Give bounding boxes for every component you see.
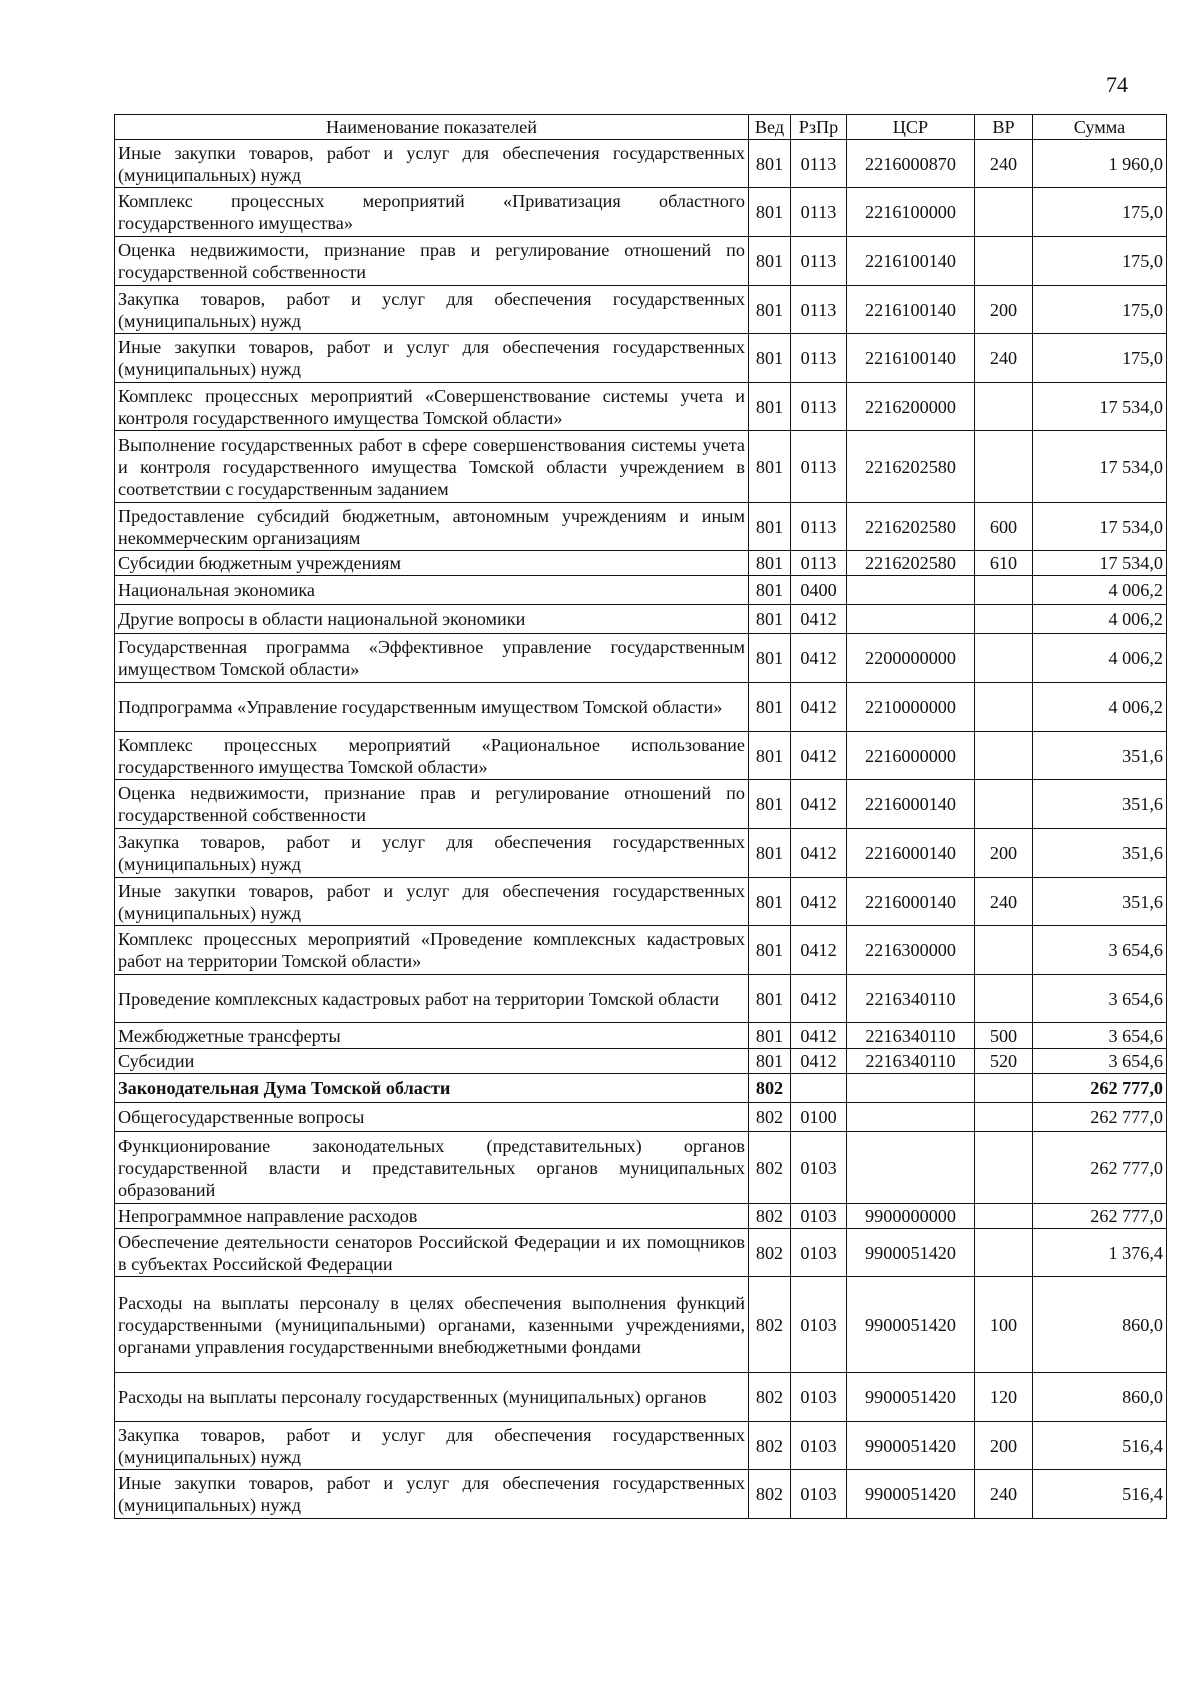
cell-ved: 801 (749, 975, 791, 1023)
cell-csr: 2216202580 (847, 431, 975, 503)
table-row (115, 188, 1167, 237)
table-row (115, 1277, 1167, 1373)
cell-sum: 17 534,0 (1033, 503, 1167, 551)
cell-csr: 2216000140 (847, 780, 975, 829)
cell-vr: 240 (975, 334, 1033, 383)
cell-name: Другие вопросы в области национальной экономики (115, 605, 749, 634)
cell-rzpr: 0113 (791, 503, 847, 551)
cell-vr: 240 (975, 1470, 1033, 1519)
cell-csr (847, 1132, 975, 1204)
cell-name: Предоставление субсидий бюджетным, автономным учреждениям и иным некоммерческим организациям (115, 503, 749, 551)
cell-csr: 2216202580 (847, 503, 975, 551)
cell-csr: 2216100140 (847, 286, 975, 334)
cell-rzpr: 0103 (791, 1229, 847, 1277)
cell-sum: 351,6 (1033, 780, 1167, 829)
cell-ved: 802 (749, 1373, 791, 1422)
table-row (115, 1074, 1167, 1103)
header-name: Наименование показателей (115, 115, 749, 140)
cell-vr (975, 605, 1033, 634)
cell-name: Закупка товаров, работ и услуг для обеспечения государственных (муниципальных) нужд (115, 1422, 749, 1470)
cell-sum: 860,0 (1033, 1373, 1167, 1422)
cell-ved: 802 (749, 1074, 791, 1103)
cell-ved: 801 (749, 732, 791, 780)
cell-ved: 802 (749, 1277, 791, 1373)
cell-rzpr: 0412 (791, 634, 847, 683)
table-row (115, 1049, 1167, 1074)
cell-csr: 9900051420 (847, 1422, 975, 1470)
cell-sum: 516,4 (1033, 1470, 1167, 1519)
header-sum: Сумма (1033, 115, 1167, 140)
cell-sum: 4 006,2 (1033, 605, 1167, 634)
cell-sum: 262 777,0 (1033, 1074, 1167, 1103)
cell-vr: 240 (975, 140, 1033, 188)
cell-sum: 262 777,0 (1033, 1132, 1167, 1204)
cell-name: Оценка недвижимости, признание прав и регулирование отношений по государственной собственности (115, 780, 749, 829)
cell-rzpr: 0100 (791, 1103, 847, 1132)
table-row (115, 1470, 1167, 1519)
cell-rzpr: 0412 (791, 975, 847, 1023)
table-row (115, 975, 1167, 1023)
cell-sum: 4 006,2 (1033, 683, 1167, 732)
cell-name: Иные закупки товаров, работ и услуг для обеспечения государственных (муниципальных) нужд (115, 1470, 749, 1519)
cell-name: Иные закупки товаров, работ и услуг для обеспечения государственных (муниципальных) нужд (115, 878, 749, 926)
cell-sum: 17 534,0 (1033, 383, 1167, 431)
cell-rzpr: 0113 (791, 188, 847, 237)
cell-ved: 802 (749, 1103, 791, 1132)
cell-name: Обеспечение деятельности сенаторов Российской Федерации и их помощников в субъектах Российской Федерации (115, 1229, 749, 1277)
cell-name: Субсидии бюджетным учреждениям (115, 551, 749, 576)
cell-name: Проведение комплексных кадастровых работ на территории Томской области (115, 975, 749, 1023)
cell-csr: 2216340110 (847, 975, 975, 1023)
cell-csr (847, 605, 975, 634)
cell-sum: 3 654,6 (1033, 926, 1167, 975)
cell-name: Расходы на выплаты персоналу государственных (муниципальных) органов (115, 1373, 749, 1422)
table-row (115, 926, 1167, 975)
cell-csr: 2216100140 (847, 334, 975, 383)
cell-vr (975, 634, 1033, 683)
cell-ved: 801 (749, 780, 791, 829)
cell-rzpr: 0113 (791, 383, 847, 431)
cell-csr: 2216202580 (847, 551, 975, 576)
cell-ved: 801 (749, 1023, 791, 1049)
cell-sum: 3 654,6 (1033, 975, 1167, 1023)
cell-name: Комплекс процессных мероприятий «Приватизация областного государственного имущества» (115, 188, 749, 237)
cell-sum: 175,0 (1033, 286, 1167, 334)
cell-rzpr: 0103 (791, 1204, 847, 1229)
cell-rzpr: 0412 (791, 1049, 847, 1074)
cell-sum: 175,0 (1033, 188, 1167, 237)
table-row (115, 605, 1167, 634)
cell-ved: 801 (749, 503, 791, 551)
cell-vr (975, 188, 1033, 237)
cell-name: Общегосударственные вопросы (115, 1103, 749, 1132)
cell-rzpr: 0412 (791, 605, 847, 634)
cell-vr: 200 (975, 1422, 1033, 1470)
cell-rzpr: 0113 (791, 237, 847, 286)
cell-sum: 4 006,2 (1033, 576, 1167, 605)
cell-csr: 2216300000 (847, 926, 975, 975)
cell-sum: 262 777,0 (1033, 1204, 1167, 1229)
cell-name: Государственная программа «Эффективное управление государственным имуществом Томской области» (115, 634, 749, 683)
cell-rzpr: 0412 (791, 926, 847, 975)
header-row (115, 115, 1167, 140)
cell-ved: 801 (749, 634, 791, 683)
cell-name: Закупка товаров, работ и услуг для обеспечения государственных (муниципальных) нужд (115, 286, 749, 334)
cell-sum: 262 777,0 (1033, 1103, 1167, 1132)
cell-rzpr: 0113 (791, 286, 847, 334)
cell-name: Иные закупки товаров, работ и услуг для обеспечения государственных (муниципальных) нужд (115, 334, 749, 383)
cell-rzpr: 0103 (791, 1277, 847, 1373)
cell-sum: 4 006,2 (1033, 634, 1167, 683)
cell-ved: 801 (749, 878, 791, 926)
cell-name: Законодательная Дума Томской области (115, 1074, 749, 1103)
cell-rzpr: 0103 (791, 1132, 847, 1204)
cell-csr: 9900000000 (847, 1204, 975, 1229)
cell-csr: 9900051420 (847, 1470, 975, 1519)
cell-csr: 2216000870 (847, 140, 975, 188)
table-row (115, 1132, 1167, 1204)
cell-csr: 2216100140 (847, 237, 975, 286)
cell-vr (975, 1204, 1033, 1229)
cell-csr: 2216000140 (847, 829, 975, 878)
cell-vr: 100 (975, 1277, 1033, 1373)
table-row (115, 1103, 1167, 1132)
cell-rzpr: 0412 (791, 878, 847, 926)
cell-rzpr: 0113 (791, 551, 847, 576)
cell-name: Оценка недвижимости, признание прав и регулирование отношений по государственной собственности (115, 237, 749, 286)
cell-vr (975, 576, 1033, 605)
cell-name: Непрограммное направление расходов (115, 1204, 749, 1229)
cell-csr: 9900051420 (847, 1277, 975, 1373)
cell-rzpr: 0113 (791, 140, 847, 188)
cell-vr (975, 780, 1033, 829)
table-row (115, 1422, 1167, 1470)
table-row (115, 140, 1167, 188)
cell-name: Выполнение государственных работ в сфере совершенствования системы учета и контроля государственного имущества Томской области учреждением в соответствии с государственным заданием (115, 431, 749, 503)
table-row (115, 576, 1167, 605)
table-row (115, 683, 1167, 732)
cell-sum: 3 654,6 (1033, 1023, 1167, 1049)
header-ved: Вед (749, 115, 791, 140)
cell-name: Национальная экономика (115, 576, 749, 605)
cell-rzpr: 0113 (791, 431, 847, 503)
cell-csr: 2216200000 (847, 383, 975, 431)
table-row (115, 237, 1167, 286)
cell-name: Иные закупки товаров, работ и услуг для обеспечения государственных (муниципальных) нужд (115, 140, 749, 188)
cell-vr: 120 (975, 1373, 1033, 1422)
cell-rzpr: 0103 (791, 1422, 847, 1470)
cell-ved: 801 (749, 683, 791, 732)
table-header (115, 115, 1167, 140)
table-row (115, 286, 1167, 334)
cell-sum: 351,6 (1033, 878, 1167, 926)
cell-rzpr: 0113 (791, 334, 847, 383)
cell-vr (975, 926, 1033, 975)
cell-rzpr: 0400 (791, 576, 847, 605)
cell-csr: 2216340110 (847, 1049, 975, 1074)
header-vr: ВР (975, 115, 1033, 140)
cell-name: Комплекс процессных мероприятий «Совершенствование системы учета и контроля государственного имущества Томской области» (115, 383, 749, 431)
cell-name: Функционирование законодательных (представительных) органов государственной власти и представительных органов муниципальных образований (115, 1132, 749, 1204)
cell-vr (975, 732, 1033, 780)
cell-ved: 801 (749, 1049, 791, 1074)
cell-vr (975, 1132, 1033, 1204)
table-row (115, 383, 1167, 431)
cell-rzpr: 0412 (791, 1023, 847, 1049)
cell-sum: 516,4 (1033, 1422, 1167, 1470)
cell-name: Комплекс процессных мероприятий «Рациональное использование государственного имущества Томской области» (115, 732, 749, 780)
cell-csr: 2216000000 (847, 732, 975, 780)
cell-csr: 9900051420 (847, 1373, 975, 1422)
cell-name: Подпрограмма «Управление государственным имуществом Томской области» (115, 683, 749, 732)
cell-csr: 2210000000 (847, 683, 975, 732)
cell-ved: 801 (749, 926, 791, 975)
cell-vr: 200 (975, 286, 1033, 334)
cell-name: Субсидии (115, 1049, 749, 1074)
cell-ved: 801 (749, 140, 791, 188)
cell-sum: 17 534,0 (1033, 551, 1167, 576)
cell-vr (975, 431, 1033, 503)
cell-ved: 801 (749, 286, 791, 334)
cell-ved: 801 (749, 829, 791, 878)
cell-ved: 801 (749, 551, 791, 576)
cell-vr (975, 1103, 1033, 1132)
cell-vr: 200 (975, 829, 1033, 878)
table-row (115, 732, 1167, 780)
table-row (115, 551, 1167, 576)
cell-rzpr: 0103 (791, 1373, 847, 1422)
cell-sum: 351,6 (1033, 829, 1167, 878)
cell-ved: 801 (749, 431, 791, 503)
cell-sum: 17 534,0 (1033, 431, 1167, 503)
table-row (115, 503, 1167, 551)
cell-sum: 860,0 (1033, 1277, 1167, 1373)
cell-ved: 801 (749, 576, 791, 605)
cell-rzpr: 0412 (791, 683, 847, 732)
cell-csr: 2200000000 (847, 634, 975, 683)
cell-ved: 801 (749, 605, 791, 634)
cell-csr: 2216340110 (847, 1023, 975, 1049)
cell-vr (975, 1074, 1033, 1103)
cell-rzpr (791, 1074, 847, 1103)
cell-sum: 3 654,6 (1033, 1049, 1167, 1074)
cell-vr: 600 (975, 503, 1033, 551)
cell-csr (847, 576, 975, 605)
cell-vr: 240 (975, 878, 1033, 926)
cell-rzpr: 0412 (791, 829, 847, 878)
cell-rzpr: 0103 (791, 1470, 847, 1519)
cell-sum: 351,6 (1033, 732, 1167, 780)
cell-ved: 802 (749, 1229, 791, 1277)
cell-csr: 2216100000 (847, 188, 975, 237)
cell-csr: 2216000140 (847, 878, 975, 926)
header-rzpr: РзПр (791, 115, 847, 140)
cell-ved: 802 (749, 1132, 791, 1204)
cell-vr (975, 683, 1033, 732)
cell-rzpr: 0412 (791, 732, 847, 780)
cell-csr (847, 1074, 975, 1103)
cell-ved: 801 (749, 334, 791, 383)
page-number: 74 (1106, 72, 1128, 97)
cell-rzpr: 0412 (791, 780, 847, 829)
cell-sum: 175,0 (1033, 334, 1167, 383)
cell-vr: 520 (975, 1049, 1033, 1074)
budget-table (114, 114, 1167, 1519)
header-csr: ЦСР (847, 115, 975, 140)
cell-name: Расходы на выплаты персоналу в целях обеспечения выполнения функций государственными (муниципальными) органами, казенными учреждениями, органами управления государственными внебюджетными фондами (115, 1277, 749, 1373)
table-row (115, 829, 1167, 878)
cell-vr: 500 (975, 1023, 1033, 1049)
table-row (115, 780, 1167, 829)
cell-csr (847, 1103, 975, 1132)
table-row (115, 1373, 1167, 1422)
table-row (115, 1229, 1167, 1277)
table-row (115, 1204, 1167, 1229)
table-row (115, 878, 1167, 926)
cell-vr (975, 237, 1033, 286)
cell-ved: 801 (749, 237, 791, 286)
table-row (115, 334, 1167, 383)
cell-ved: 802 (749, 1204, 791, 1229)
cell-sum: 1 376,4 (1033, 1229, 1167, 1277)
cell-sum: 175,0 (1033, 237, 1167, 286)
cell-vr (975, 1229, 1033, 1277)
cell-csr: 9900051420 (847, 1229, 975, 1277)
table-row (115, 1023, 1167, 1049)
cell-sum: 1 960,0 (1033, 140, 1167, 188)
cell-name: Закупка товаров, работ и услуг для обеспечения государственных (муниципальных) нужд (115, 829, 749, 878)
cell-ved: 801 (749, 383, 791, 431)
table-body (115, 140, 1167, 1519)
cell-name: Межбюджетные трансферты (115, 1023, 749, 1049)
cell-ved: 802 (749, 1422, 791, 1470)
cell-ved: 802 (749, 1470, 791, 1519)
cell-vr (975, 975, 1033, 1023)
table-row (115, 431, 1167, 503)
cell-name: Комплекс процессных мероприятий «Проведение комплексных кадастровых работ на территории Томской области» (115, 926, 749, 975)
table-row (115, 634, 1167, 683)
cell-vr: 610 (975, 551, 1033, 576)
cell-ved: 801 (749, 188, 791, 237)
cell-vr (975, 383, 1033, 431)
